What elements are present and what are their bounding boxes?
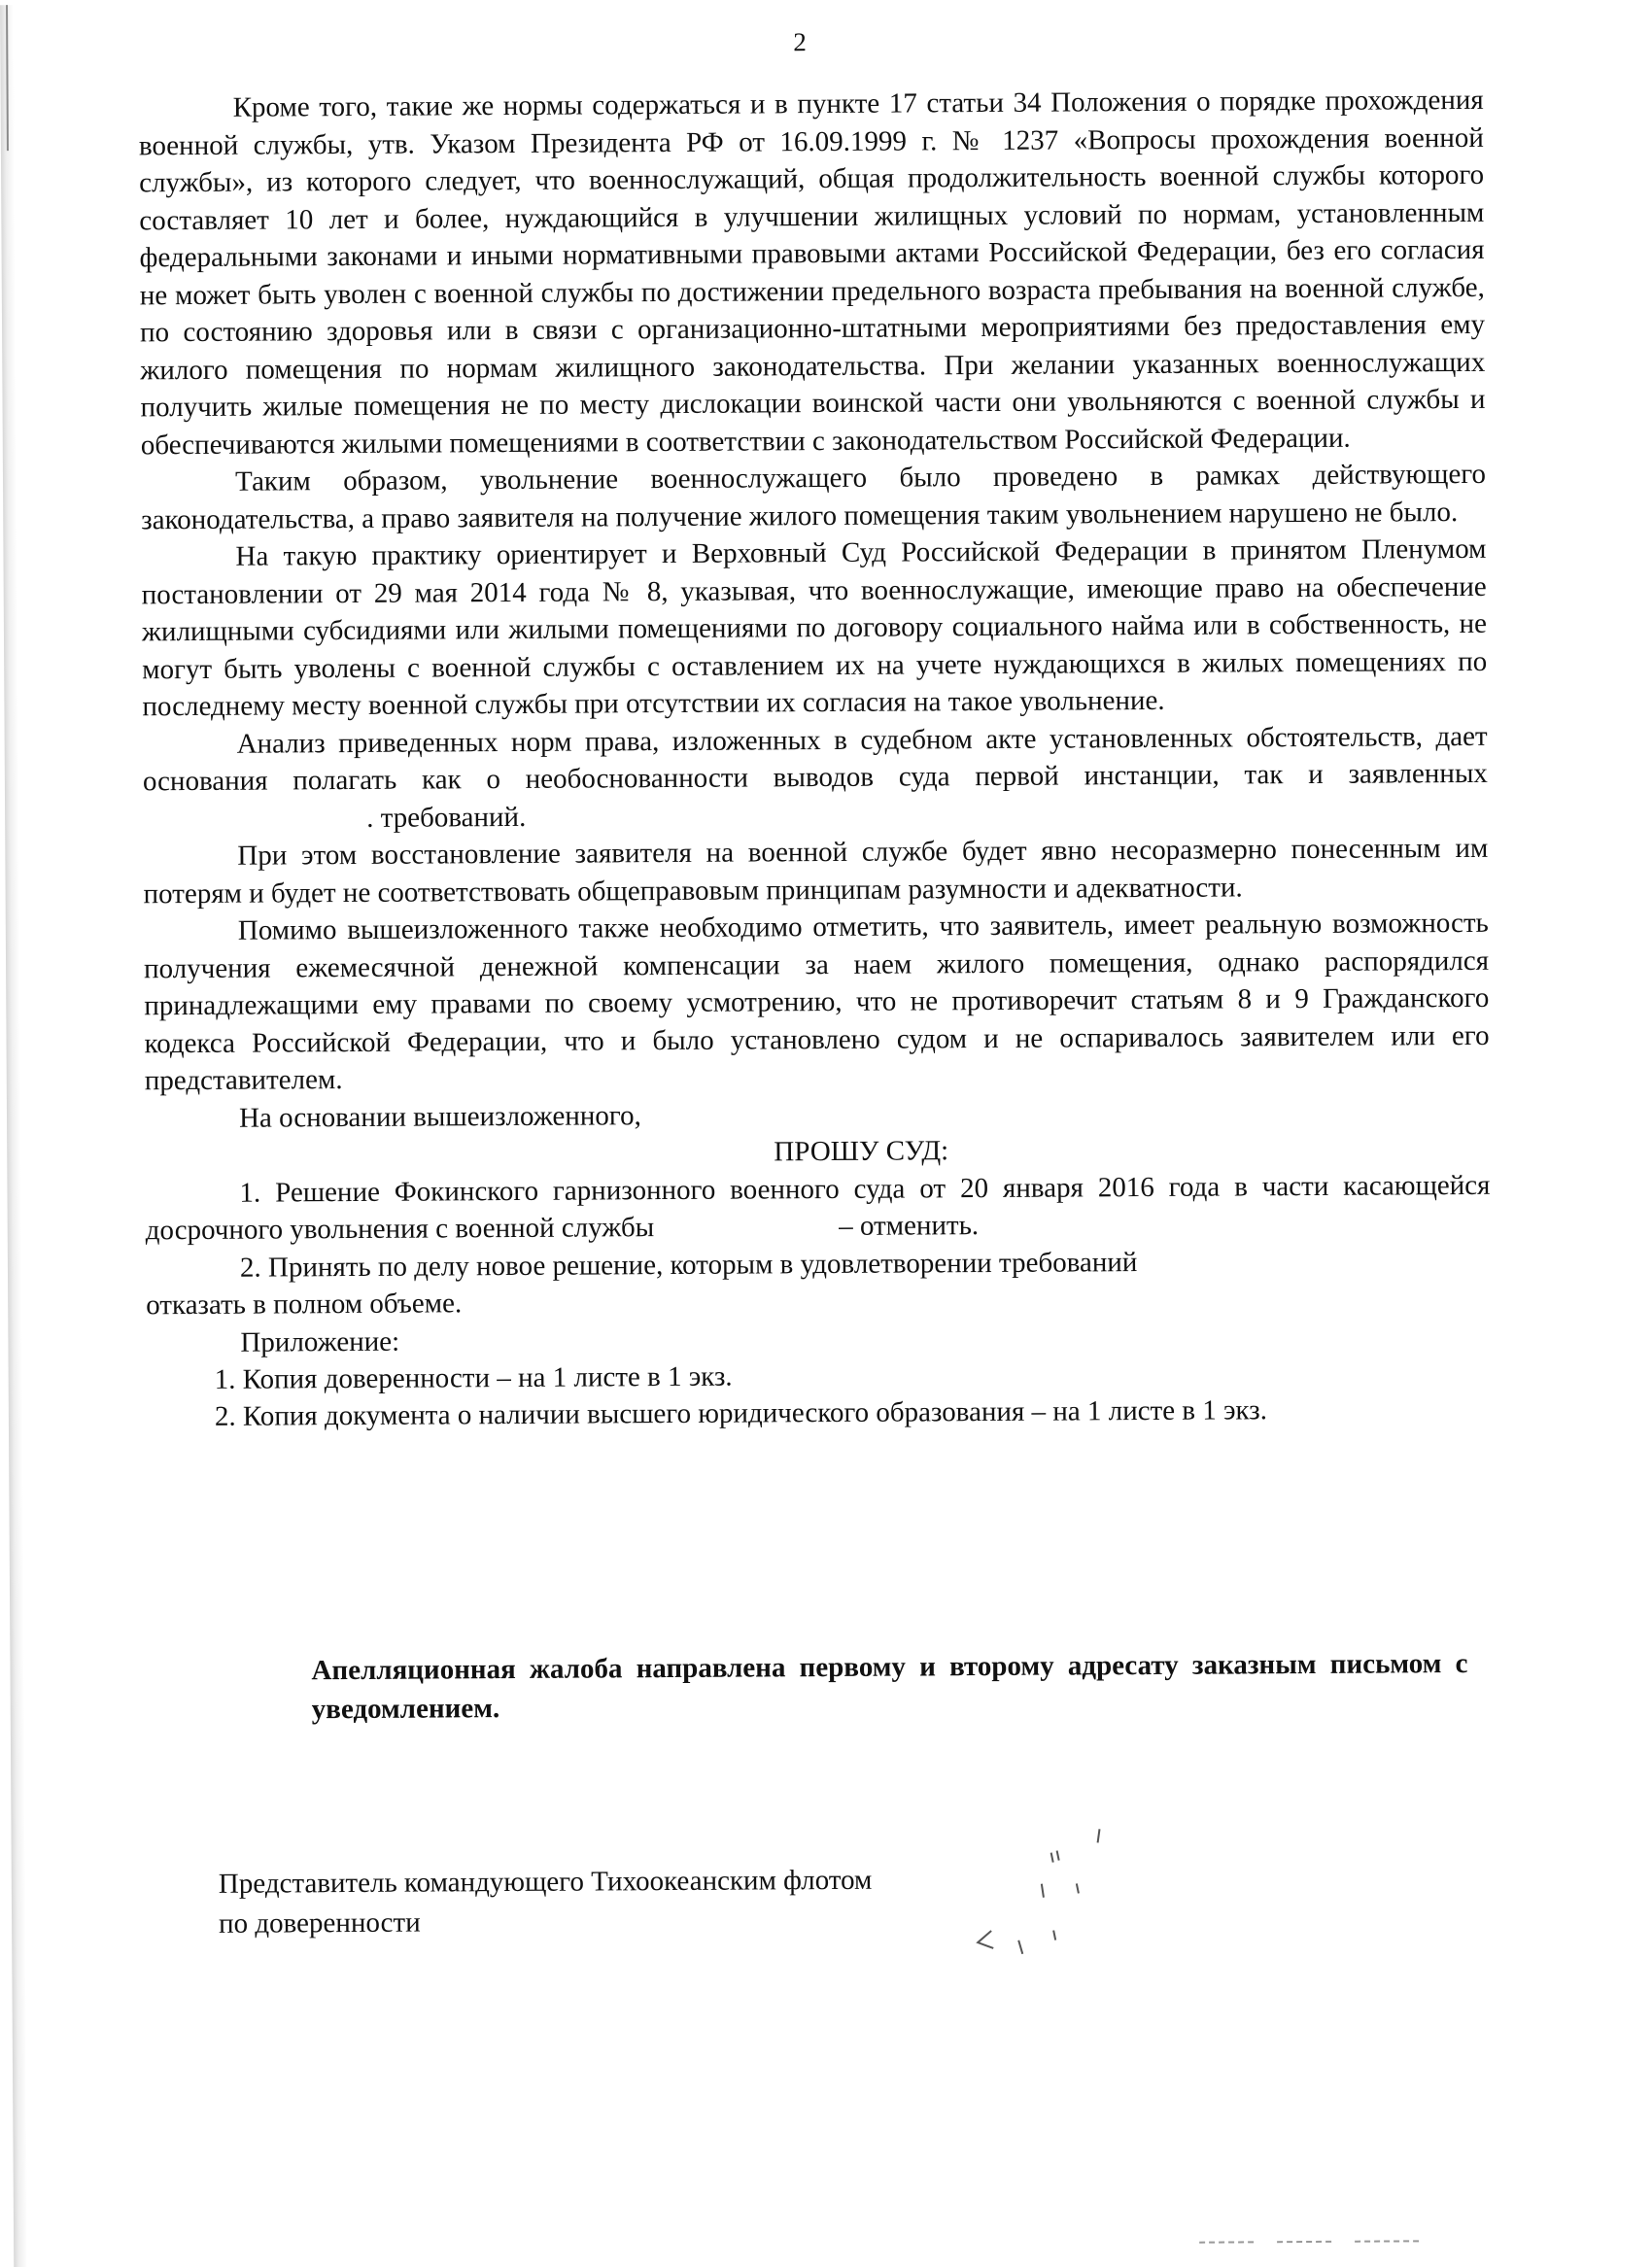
redacted-gap bbox=[654, 1235, 839, 1236]
paragraph-norms: Кроме того, такие же нормы содержаться и в пункте 17 статьи 34 Положения о порядке прохождения военной службы, утв. Указом Президента РФ от 16.09.1999 г. № 1237 «Вопросы прохождения военной службы», из которого следует, что военнослужащий, общая продолжительность военной службы которого составляет 10 лет и более, нуждающийся в улучшении жилищных условий по нормам, установленным федеральными законами и иными нормативными правовыми актами Российской Федерации, без его согласия не может быть уволен с военной службы по достижении предельного возраста пребывания на военной службе, по состоянию здоровья или в связи с организационно-штатными мероприятиями без предоставления ему жилого помещения по нормам жилищного законодательства. При желании указанных военнослужащих получить жилые помещения не по месту дислокации воинской части они увольняются с военной службы и обеспечиваются жилыми помещениями в соответствии с законодательством Российской Федерации. bbox=[138, 84, 1486, 461]
page-number: 2 bbox=[793, 27, 807, 57]
request-item-1-end: – отменить. bbox=[839, 1210, 980, 1242]
signature-block bbox=[219, 1861, 873, 1944]
paragraph-basis: На основании вышеизложенного, bbox=[238, 1099, 641, 1134]
paragraph-analysis-end: . требований. bbox=[366, 801, 527, 834]
appendix-list bbox=[147, 1354, 1492, 1435]
redacted-gap bbox=[143, 826, 366, 827]
appeal-sent-note: Апелляционная жалоба направлена первому и второму адресату заказным письмом с уведомлением. bbox=[311, 1647, 1468, 1726]
request-item-2: 2. Принять по делу новое решение, которым в удовлетворении требований bbox=[239, 1246, 1138, 1284]
request-item-2-continuation: отказать в полном объеме. bbox=[146, 1288, 463, 1322]
request-item-1 bbox=[145, 1166, 1490, 1249]
appendix-item: 2. Копия документа о наличии высшего юридического образования – на 1 листе в 1 экз. bbox=[214, 1394, 1268, 1432]
request-title: ПРОШУ СУД: bbox=[774, 1135, 949, 1168]
request-item-1-text: 1. Решение Фокинского гарнизонного военного суда от 20 января 2016 года в части касающейся досрочного увольнения с военной службы bbox=[145, 1169, 1491, 1247]
appendix-item: 1. Копия доверенности – на 1 листе в 1 экз. bbox=[214, 1360, 733, 1395]
paragraph-analysis-start: Анализ приведенных норм права, изложенных в судебном акте установленных обстоятельств, дает основания полагать как о необоснованности выводов суда первой инстанции, так и заявленных bbox=[142, 720, 1488, 798]
signature-line-1: Представитель командующего Тихоокеанским флотом bbox=[218, 1864, 873, 1900]
scan-bottom-marks bbox=[1199, 2236, 1452, 2248]
signature-marks bbox=[944, 1825, 1197, 1973]
body-text bbox=[139, 82, 1492, 1435]
paragraph-analysis bbox=[143, 717, 1489, 838]
signature-line-2: по доверенности bbox=[218, 1906, 421, 1940]
paragraph-conclusion: Таким образом, увольнение военнослужащего было проведено в рамках действующего законодательства, а право заявителя на получение жилого помещения таким увольнением нарушено не было. bbox=[141, 458, 1487, 535]
scan-edge bbox=[0, 5, 27, 2267]
paragraph-supreme-court: На такую практику ориентирует и Верховный Суд Российской Федерации в принятом Пленумом постановлении от 29 мая 2014 года № 8, указывая, что военнослужащие, имеющие право на обеспечение жилищными субсидиями или жилыми помещениями по договору социального найма или в собственность, не могут быть уволены с военной службы с оставлением их на учете нуждающихся в жилых помещениях по последнему месту военной службы при отсутствии их согласия на такое увольнение. bbox=[141, 532, 1488, 723]
paragraph-compensation: Помимо вышеизложенного также необходимо отметить, что заявитель, имеет реальную возможность получения ежемесячной денежной компенсации за наем жилого помещения, однако распорядился принадлежащими ему правами по своему усмотрению, что не противоречит статьям 8 и 9 Гражданского кодекса Российской Федерации, что и было установлено судом и не оспаривалось заявителем или его представителем. bbox=[143, 907, 1490, 1097]
paragraph-restoration: При этом восстановление заявителя на военной службе будет явно несоразмерно понесенным им потерям и будет не соответствовать общеправовым принципам разумности и адекватности. bbox=[143, 832, 1489, 910]
appendix-title: Приложение: bbox=[240, 1325, 400, 1358]
